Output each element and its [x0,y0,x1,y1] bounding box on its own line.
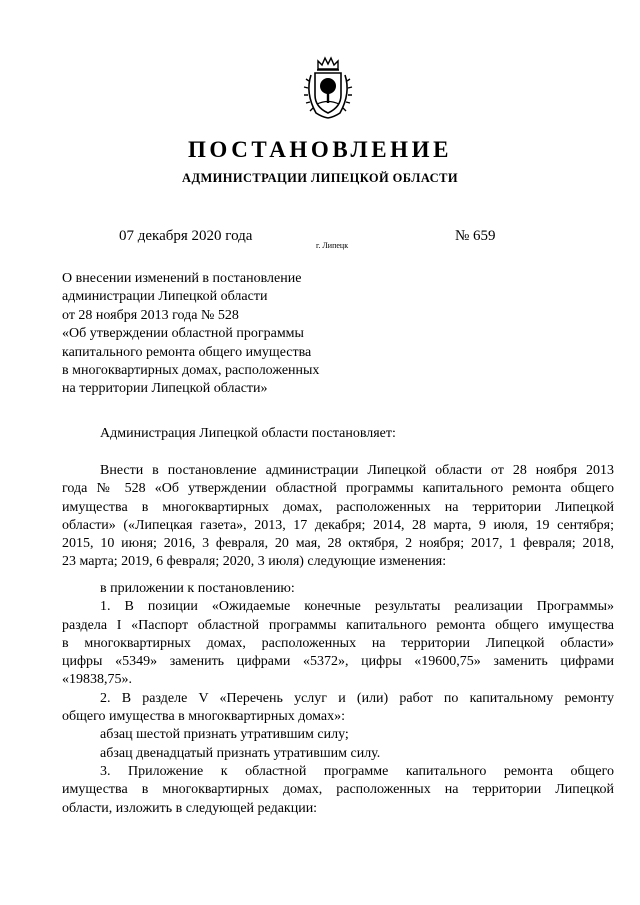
issuer-name: АДМИНИСТРАЦИИ ЛИПЕЦКОЙ ОБЛАСТИ [182,171,458,185]
document-subject [62,270,319,399]
text-line: 2015, 10 июня; 2016, 3 февраля, 20 мая, 28 октября, 2 ноября; 2017, 1 февраля; 2018, [62,536,614,552]
text-line: раздела I «Паспорт областной программы капитального ремонта общего имущества [62,617,614,633]
document-date: 07 декабря 2020 года [119,228,253,244]
subject-line: от 28 ноября 2013 года № 528 [62,307,239,323]
subject-line: на территории Липецкой области» [62,381,268,397]
text-line: области, изложить в следующей редакции: [62,800,318,816]
text-line: абзац шестой признать утратившим силу; [100,727,349,743]
text-line: имущества в многоквартирных домах, расположенных на территории Липецкой [62,499,614,515]
text-line: 2. В разделе V «Перечень услуг и (или) работ по капитальному ремонту [100,690,614,706]
preamble-block [62,425,614,443]
subject-line: О внесении изменений в постановление [62,271,302,286]
text-line: 1. В позиции «Ожидаемые конечные результаты реализации Программы» [100,599,614,615]
text-line: «19838,75». [62,672,132,688]
paragraph-main [62,462,614,572]
coat-of-arms-icon [300,55,356,121]
text-line: цифры «5349» заменить цифрами «5372», цифры «19600,75» заменить цифрами [62,654,614,670]
subject-line: капитального ремонта общего имущества [62,344,312,360]
text-line: общего имущества в многоквартирных домах»: [62,709,346,725]
text-line: года № 528 «Об утверждении областной программы капитального ремонта общего [62,481,614,497]
text-line: в многоквартирных домах, расположенных на территории Липецкой области» [62,635,614,651]
text-line: 23 марта; 2019, 6 февраля; 2020, 3 июля) следующие изменения: [62,554,447,570]
text-line: имущества в многоквартирных домах, расположенных на территории Липецкой [62,782,614,798]
preamble: Администрация Липецкой области постановляет: [100,426,396,441]
document-title: ПОСТАНОВЛЕНИЕ [187,137,453,162]
text-line: Внести в постановление администрации Липецкой области от 28 ноября 2013 [100,463,614,478]
subject-line: администрации Липецкой области [62,289,268,305]
text-line: 3. Приложение к областной программе капитального ремонта общего [100,763,614,779]
document-number: № 659 [455,228,496,244]
document-city: г. Липецк [316,241,349,250]
subject-line: «Об утверждении областной программы [62,326,304,342]
text-line: абзац двенадцатый признать утратившим силу. [100,745,381,761]
annex-intro: в приложении к постановлению: [100,581,295,596]
text-line: области» («Липецкая газета», 2013, 17 декабря; 2014, 28 марта, 9 июля, 19 сентября; [62,517,614,533]
amendments [62,580,614,818]
subject-line: в многоквартирных домах, расположенных [62,363,320,379]
